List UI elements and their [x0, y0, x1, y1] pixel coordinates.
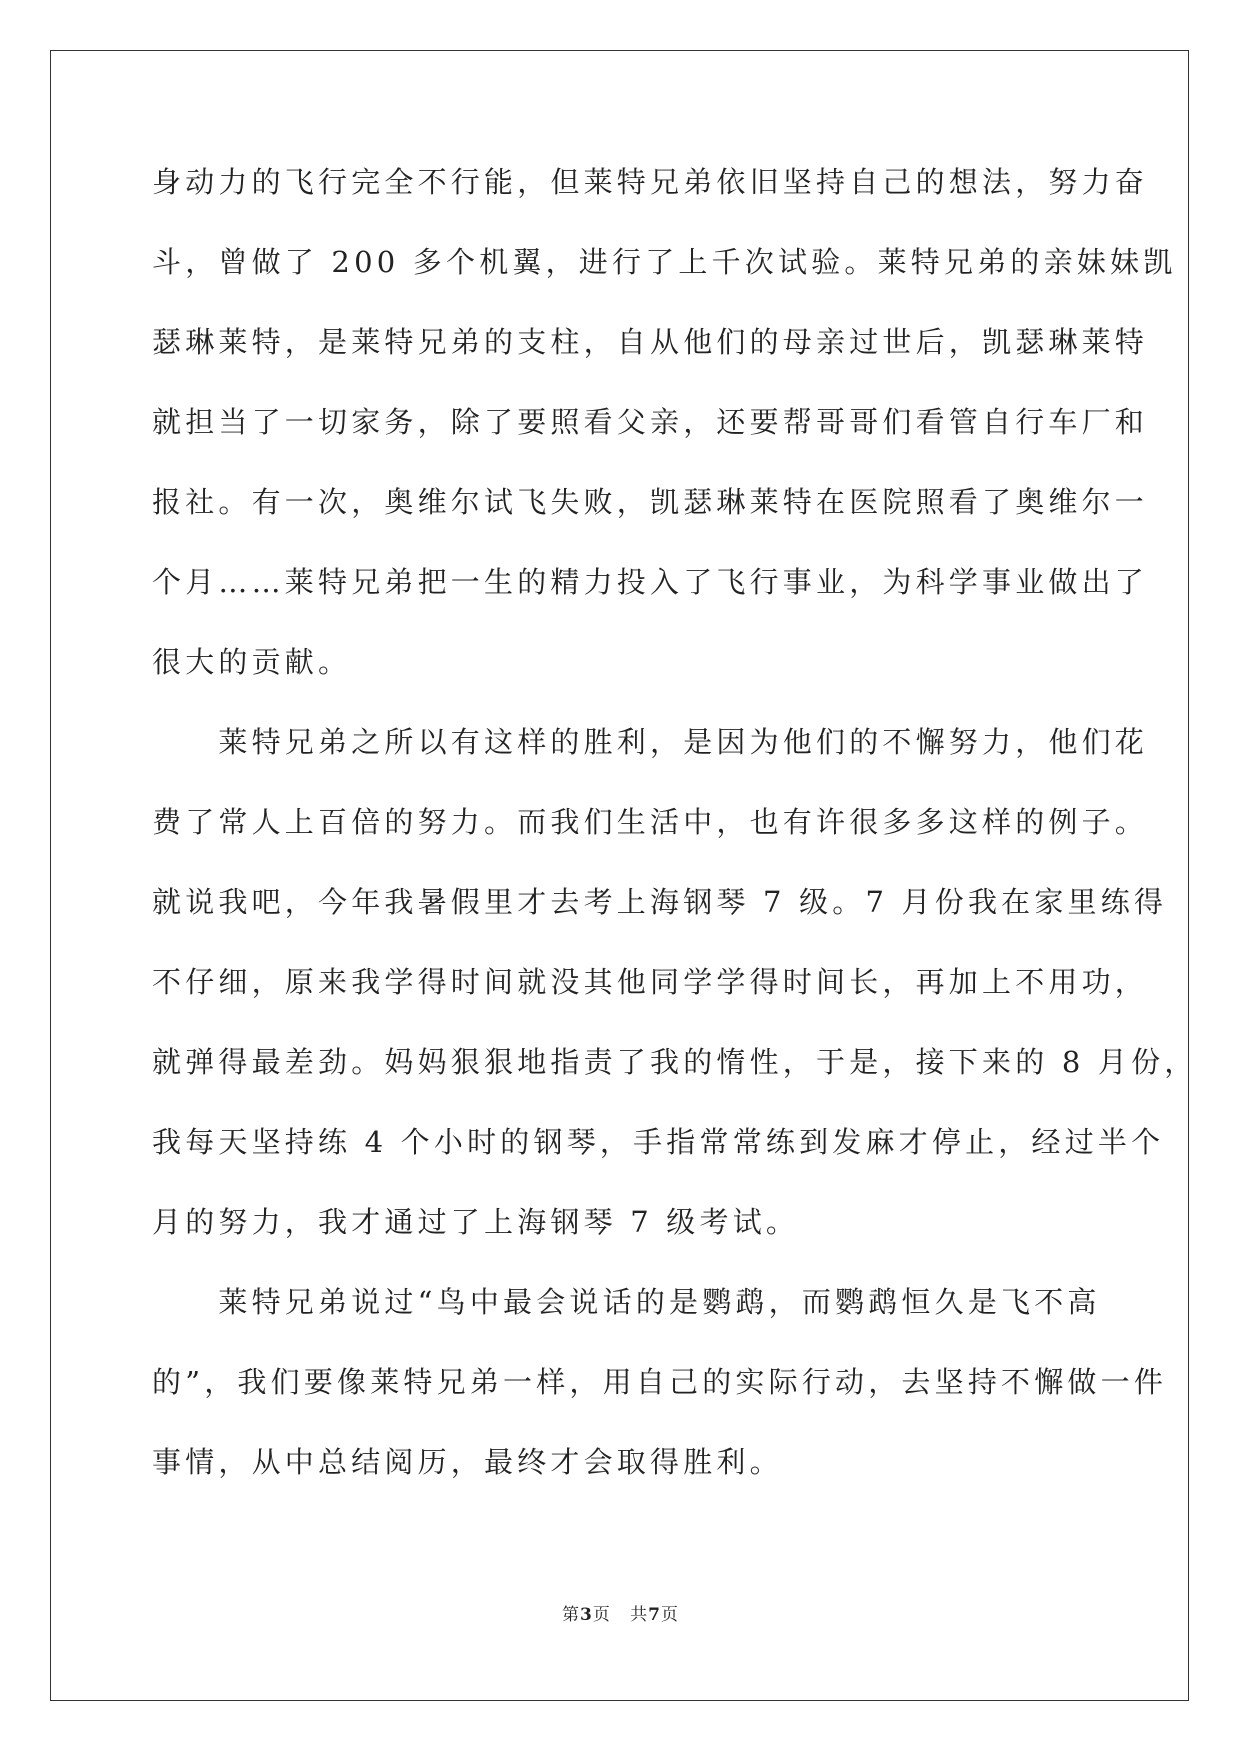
text-line: 身动力的飞行完全不行能，但莱特兄弟依旧坚持自己的想法，努力奋 [152, 165, 1149, 199]
total-suffix: 页 [660, 1605, 679, 1625]
text-line: 月的努力，我才通过了上海钢琴 7 级考试。 [152, 1205, 800, 1239]
text-line: 我每天坚持练 4 个小时的钢琴，手指常常练到发麻才停止，经过半个 [152, 1125, 1165, 1159]
document-body [152, 158, 1198, 1518]
text-line: 事情，从中总结阅历，最终才会取得胜利。 [152, 1445, 783, 1479]
text-line: 斗，曾做了 200 多个机翼，进行了上千次试验。莱特兄弟的亲妹妹凯 [152, 245, 1177, 279]
page-footer [0, 1600, 1241, 1625]
text-line: 就弹得最差劲。妈妈狠狠地指责了我的惰性，于是，接下来的 8 月份， [152, 1045, 1198, 1079]
text-line: 莱特兄弟之所以有这样的胜利，是因为他们的不懈努力，他们花 [152, 725, 1149, 759]
page-number: 3 [580, 1605, 593, 1625]
text-line: 个月……莱特兄弟把一生的精力投入了飞行事业，为科学事业做出了 [152, 565, 1149, 599]
text-line: 的”，我们要像莱特兄弟一样，用自己的实际行动，去坚持不懈做一件 [152, 1365, 1168, 1399]
page-prefix: 第 [562, 1605, 581, 1625]
page-suffix: 页 [592, 1605, 611, 1625]
text-line: 瑟琳莱特，是莱特兄弟的支柱，自从他们的母亲过世后，凯瑟琳莱特 [152, 325, 1149, 359]
text-line: 就担当了一切家务，除了要照看父亲，还要帮哥哥们看管自行车厂和 [152, 405, 1149, 439]
text-line: 很大的贡献。 [152, 645, 352, 679]
text-line: 费了常人上百倍的努力。而我们生活中，也有许很多多这样的例子。 [152, 805, 1149, 839]
total-prefix: 共 [630, 1605, 649, 1625]
text-line: 莱特兄弟说过“鸟中最会说话的是鹦鹉，而鹦鹉恒久是飞不高 [152, 1285, 1101, 1319]
text-line: 报社。有一次，奥维尔试飞失败，凯瑟琳莱特在医院照看了奥维尔一 [152, 485, 1149, 519]
total-pages: 7 [648, 1605, 661, 1625]
text-line: 不仔细，原来我学得时间就没其他同学学得时间长，再加上不用功， [152, 965, 1149, 999]
text-line: 就说我吧，今年我暑假里才去考上海钢琴 7 级。7 月份我在家里练得 [152, 885, 1168, 919]
